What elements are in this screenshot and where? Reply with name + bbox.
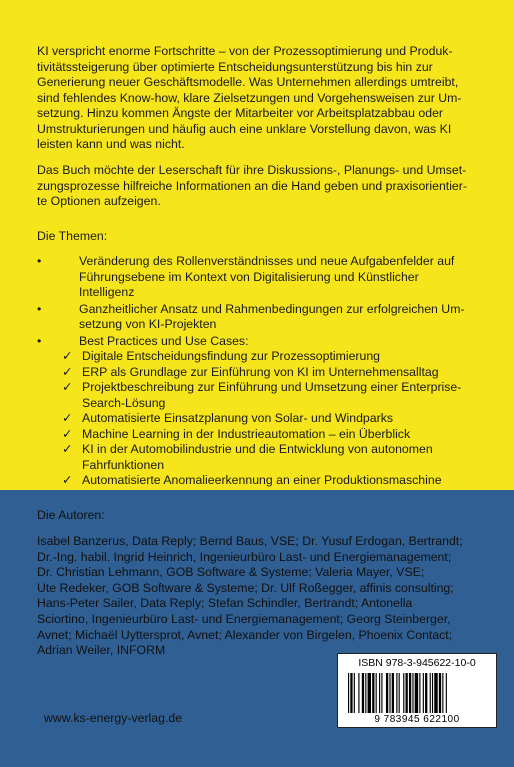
theme-item-3 xyxy=(37,334,487,489)
barcode-bar xyxy=(432,673,433,713)
barcode-bar xyxy=(439,673,441,713)
authors-heading: Die Autoren: xyxy=(37,508,105,522)
bullet-icon: • xyxy=(37,301,42,316)
use-case-text: Machine Learning in der Industrieautomation – ein Überblick xyxy=(82,426,411,441)
theme-item-1 xyxy=(37,254,487,301)
checkmark-icon: ✓ xyxy=(62,349,73,363)
barcode-bar xyxy=(415,673,418,713)
barcode-bar xyxy=(423,673,424,713)
barcode-bar xyxy=(392,673,394,713)
use-case-item xyxy=(62,442,487,473)
barcode-bar xyxy=(372,673,374,713)
barcode-bar xyxy=(368,673,371,713)
use-case-text: Projektbeschreibung zur Einführung und Umsetzung einer Enterprise- Search-Lösung xyxy=(82,380,462,410)
barcode-bar xyxy=(412,673,413,713)
use-case-list xyxy=(62,349,487,489)
checkmark-icon: ✓ xyxy=(62,411,73,425)
barcode-bar xyxy=(348,673,349,713)
barcode-bar xyxy=(434,673,437,713)
barcode-bar xyxy=(403,673,404,713)
themes-heading: Die Themen: xyxy=(37,229,108,243)
use-case-item xyxy=(62,365,487,381)
barcode-bar xyxy=(358,673,359,713)
theme-item-2 xyxy=(37,302,487,333)
barcode-bar xyxy=(442,673,443,713)
use-case-item xyxy=(62,380,487,411)
barcode-bar xyxy=(386,673,388,713)
barcode-bar xyxy=(446,673,447,713)
themes-list xyxy=(37,254,487,490)
theme-item-text: Best Practices und Use Cases: xyxy=(79,333,249,348)
barcode-bar xyxy=(362,673,364,713)
barcode-bar xyxy=(381,673,382,713)
use-case-item xyxy=(62,411,487,427)
checkmark-icon: ✓ xyxy=(62,426,73,441)
theme-item-text: Ganzheitlicher Ansatz und Rahmenbedingungen zur erfolgreichen Um- setzung von KI-Projekten xyxy=(79,301,465,331)
use-case-text: KI in der Automobilindustrie und die Entwicklung von autonomen Fahrfunktionen xyxy=(82,442,433,472)
isbn-label: ISBN 978-3-945622-10-0 xyxy=(358,657,476,669)
bullet-icon: • xyxy=(37,254,42,268)
barcode-bar xyxy=(365,673,366,713)
isbn-barcode-box xyxy=(337,653,497,728)
barcode-bar xyxy=(430,673,431,713)
checkmark-icon: ✓ xyxy=(62,364,73,379)
use-case-text: ERP als Grundlage zur Einführung von KI im Unternehmensalltag xyxy=(82,364,439,379)
checkmark-icon: ✓ xyxy=(62,380,73,394)
barcode-bar xyxy=(350,673,352,713)
barcode-bar xyxy=(409,673,411,713)
barcode-bar xyxy=(379,673,380,713)
publisher-website: www.ks-energy-verlag.de xyxy=(44,711,183,725)
use-case-text: Automatisierte Anomalieerkennung an einer Produktionsmaschine xyxy=(82,473,442,487)
barcode-bar xyxy=(354,673,355,713)
use-case-text: Automatisierte Einsatzplanung von Solar- und Windparks xyxy=(82,411,394,425)
use-case-item xyxy=(62,473,487,489)
barcode-bar xyxy=(399,673,400,713)
intro-paragraph-2: Das Buch möchte der Leserschaft für ihre Diskussions-, Planungs- und Umset- zungsprozesse hilfreiche Informationen an die Hand geben und praxisorientier- te Optionen aufzeigen. xyxy=(37,163,467,208)
barcode-icon xyxy=(348,673,488,713)
barcode-bar xyxy=(419,673,420,713)
barcode-bar xyxy=(389,673,390,713)
authors-list: Isabel Banzerus, Data Reply; Bernd Baus, VSE; Dr. Yusuf Erdogan, Bertrandt; Dr.-Ing. habil. Ingrid Heinrich, Ingenieurbüro Last- und Energiemanagement; Dr. Christian Lehmann, GOB Software & Systeme; Valeria Mayer, VSE; Ute Redeker, GOB Software & Systeme; Dr. Ulf Roßegger, affinis consulting; Hans-Peter Sailer, Data Reply; Stefan Schindler, Bertrandt; Antonella Sciortino, Ingenieurbüro Last- und Energiemanagement; Georg Steinberger, Avnet; Michaël Uyttersprot, Avnet; Alexander von Birgelen, Phoenix Contact; Adrian Weiler, INFORM xyxy=(37,534,463,658)
barcode-bar xyxy=(406,673,408,713)
use-case-item xyxy=(62,349,487,365)
barcode-number: 9 783945 622100 xyxy=(374,714,460,725)
barcode-bar xyxy=(396,673,397,713)
barcode-bar xyxy=(376,673,377,713)
theme-item-text: Veränderung des Rollenverständnisses und neue Aufgabenfelder auf Führungsebene im Kontext von Digitalisierung und Künstlicher Intelligenz xyxy=(79,254,455,299)
bullet-icon: • xyxy=(37,333,42,348)
checkmark-icon: ✓ xyxy=(62,442,73,456)
barcode-bar xyxy=(425,673,427,713)
intro-paragraph-1: KI verspricht enorme Fortschritte – von der Prozessoptimierung und Produk- tivitätssteigerung über optimierte Entscheidungsunterstützung bis hin zur Generierung neuer Geschäftsmodelle. Was Unternehmen allerdings umtreibt, sind fehlendes Know-how, klare Zielsetzungen und Vorgehensweisen zur Um- setzung. Hinzu kommen Ängste der Mitarbeiter vor Arbeitsplatzabbau oder Umstrukturierungen und häufig auch eine unklare Vorstellung davon, was KI leisten kann und was nicht. xyxy=(37,44,462,151)
use-case-item xyxy=(62,427,487,443)
use-case-text: Digitale Entscheidungsfindung zur Prozessoptimierung xyxy=(82,349,381,363)
checkmark-icon: ✓ xyxy=(62,473,73,487)
